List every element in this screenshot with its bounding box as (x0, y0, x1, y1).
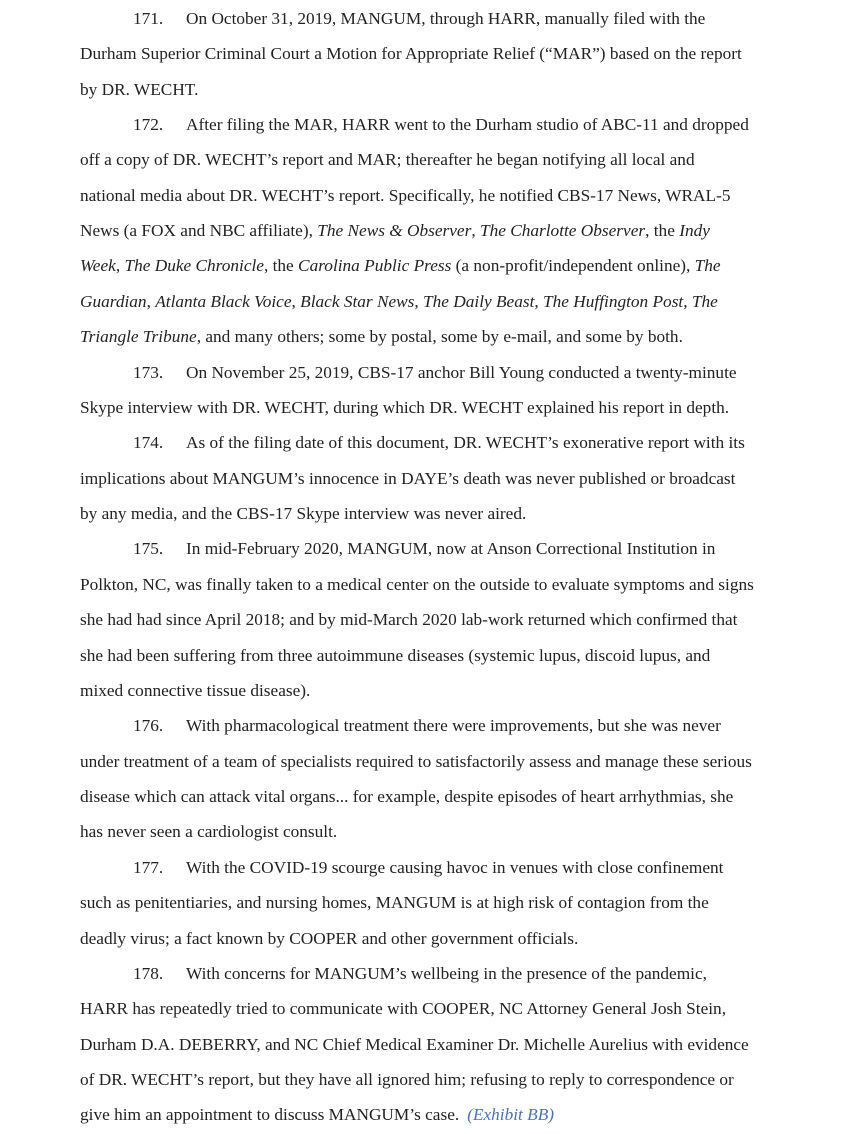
paragraph-176-line-3: disease which can attack vital organs... for example, despite episodes of heart arrhythmias, she (80, 787, 734, 806)
paragraph-172-line-1: 172. After filing the MAR, HARR went to the Durham studio of ABC-11 and dropped (133, 115, 749, 134)
paragraph-178-line-1: 178. With concerns for MANGUM’s wellbeing in the presence of the pandemic, (133, 964, 707, 983)
paragraph-number: 174. (133, 433, 164, 452)
paragraph-172-line-3: national media about DR. WECHT’s report. Specifically, he notified CBS-17 News, WRAL-5 (80, 186, 731, 205)
paragraph-number: 178. (133, 964, 164, 983)
paragraph-173-line-1: 173. On November 25, 2019, CBS-17 anchor Bill Young conducted a twenty-minute (133, 363, 737, 382)
paragraph-173-line-2: Skype interview with DR. WECHT, during which DR. WECHT explained his report in depth. (80, 398, 730, 417)
paragraph-177-line-2: such as penitentiaries, and nursing homes, MANGUM is at high risk of contagion from the (80, 893, 709, 912)
paragraph-177-line-3: deadly virus; a fact known by COOPER and other government officials. (80, 929, 579, 948)
paragraph-172-line-4: News (a FOX and NBC affiliate), The News & Observer, The Charlotte Observer, the Indy (80, 221, 710, 240)
paragraph-174-line-1: 174. As of the filing date of this document, DR. WECHT’s exonerative report with its (133, 433, 745, 452)
exhibit-bb-link[interactable]: (Exhibit BB) (467, 1105, 555, 1124)
paragraph-number: 177. (133, 858, 164, 877)
paragraph-175-line-5: mixed connective tissue disease). (80, 681, 311, 700)
paragraph-number: 173. (133, 363, 164, 382)
paragraph-175-line-4: she had been suffering from three autoimmune diseases (systemic lupus, discoid lupus, and (80, 646, 711, 665)
paragraph-175-line-1: 175. In mid-February 2020, MANGUM, now at Anson Correctional Institution in (133, 539, 716, 558)
paragraph-171-line-3: by DR. WECHT. (80, 80, 199, 99)
paragraph-172-line-7: Triangle Tribune, and many others; some by postal, some by e-mail, and some by both. (80, 327, 683, 346)
paragraph-171-line-2: Durham Superior Criminal Court a Motion for Appropriate Relief (“MAR”) based on the report (80, 44, 742, 63)
paragraph-176-line-2: under treatment of a team of specialists required to satisfactorily assess and manage these serious (80, 752, 752, 771)
paragraph-175-line-2: Polkton, NC, was finally taken to a medical center on the outside to evaluate symptoms and signs (80, 575, 754, 594)
paragraph-178-line-5: give him an appointment to discuss MANGUM’s case. (Exhibit BB) (80, 1105, 555, 1124)
paragraph-172-line-5: Week, The Duke Chronicle, the Carolina Public Press (a non-profit/independent online), The (80, 256, 721, 275)
paragraph-number: 172. (133, 115, 164, 134)
paragraph-176-line-4: has never seen a cardiologist consult. (80, 822, 338, 841)
paragraph-174-line-2: implications about MANGUM’s innocence in DAYE’s death was never published or broadcast (80, 469, 736, 488)
paragraph-number: 176. (133, 716, 164, 735)
paragraph-177-line-1: 177. With the COVID-19 scourge causing havoc in venues with close confinement (133, 858, 724, 877)
paragraph-178-line-3: Durham D.A. DEBERRY, and NC Chief Medical Examiner Dr. Michelle Aurelius with evidence (80, 1035, 749, 1054)
paragraph-number: 175. (133, 539, 164, 558)
paragraph-175-line-3: she had had since April 2018; and by mid-March 2020 lab-work returned which confirmed that (80, 610, 738, 629)
paragraph-178-line-2: HARR has repeatedly tried to communicate with COOPER, NC Attorney General Josh Stein, (80, 999, 727, 1018)
paragraph-172-line-2: off a copy of DR. WECHT’s report and MAR; thereafter he began notifying all local and (80, 150, 695, 169)
paragraph-176-line-1: 176. With pharmacological treatment there were improvements, but she was never (133, 716, 721, 735)
paragraph-171-line-1: 171. On October 31, 2019, MANGUM, through HARR, manually filed with the (133, 9, 706, 28)
paragraph-172-line-6: Guardian, Atlanta Black Voice, Black Star News, The Daily Beast, The Huffington Post, The (80, 292, 718, 311)
paragraph-174-line-3: by any media, and the CBS-17 Skype interview was never aired. (80, 504, 527, 523)
paragraph-number: 171. (133, 9, 164, 28)
paragraph-178-line-4: of DR. WECHT’s report, but they have all ignored him; refusing to reply to correspondence or (80, 1070, 734, 1089)
